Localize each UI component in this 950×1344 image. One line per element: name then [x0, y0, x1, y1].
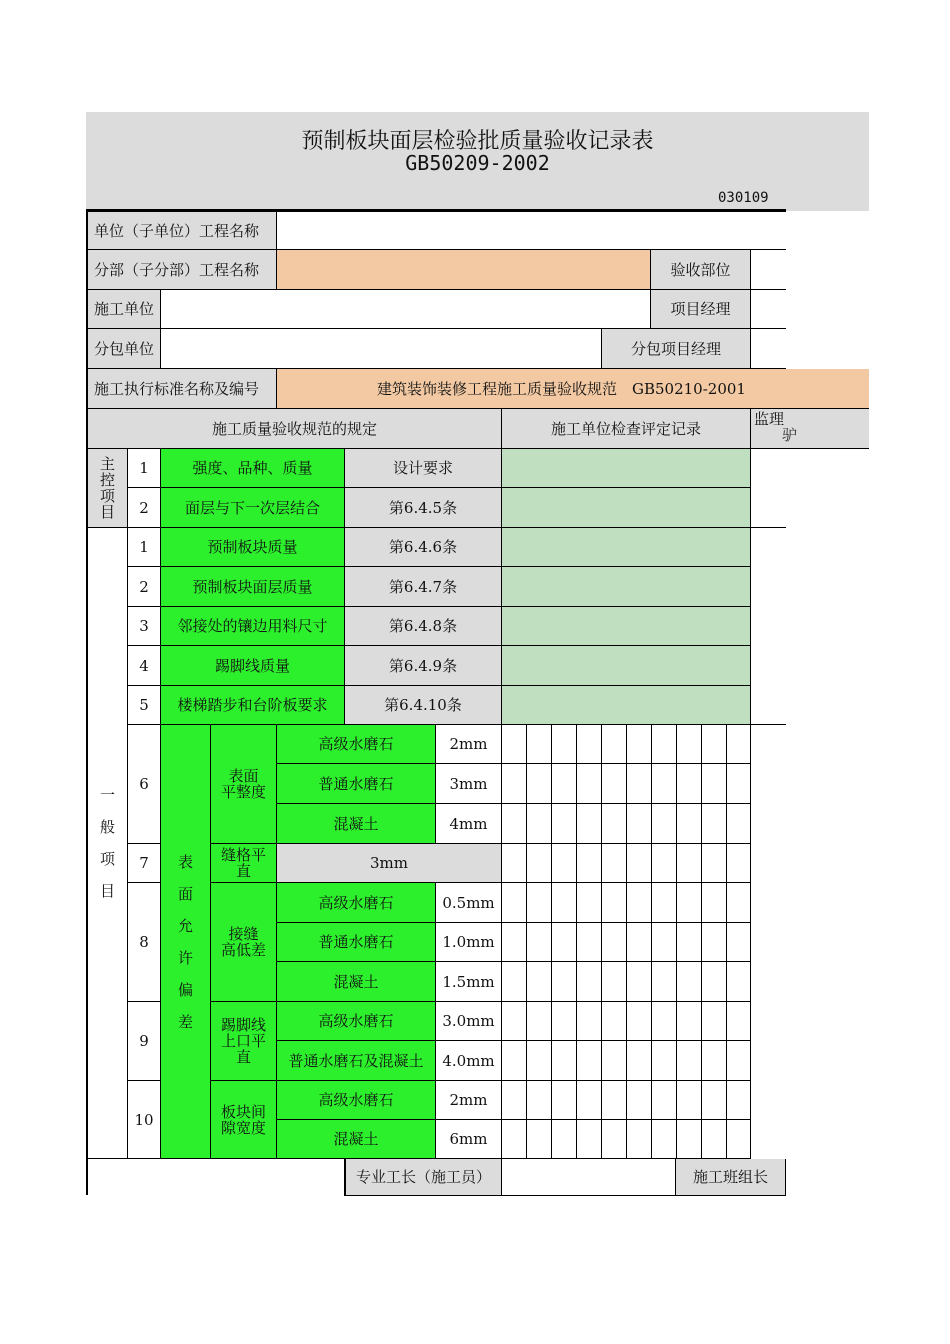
item-requirement: 第6.4.5条 [345, 488, 502, 528]
sub-project-label: 分部（子分部）工程名称 [88, 250, 277, 290]
measurement-cell[interactable] [677, 725, 702, 764]
measurement-cell[interactable] [552, 962, 577, 1002]
measurement-cell[interactable] [652, 883, 677, 923]
measurement-cell[interactable] [627, 844, 652, 883]
measurement-cell[interactable] [727, 844, 751, 883]
item-requirement: 第6.4.9条 [345, 646, 502, 686]
tolerance-value: 3mm [436, 764, 502, 804]
measurement-cell[interactable] [552, 1120, 577, 1159]
item-name: 预制板块面层质量 [161, 567, 345, 607]
tolerance-value: 4mm [436, 804, 502, 844]
acceptance-part-label: 验收部位 [651, 250, 751, 290]
supervision-header [751, 409, 869, 449]
measurement-cell[interactable] [602, 883, 627, 923]
item-number: 1 [128, 449, 161, 488]
measurement-cell[interactable] [577, 764, 602, 804]
measurement-cell[interactable] [502, 923, 527, 962]
measurement-cell[interactable] [677, 804, 702, 844]
measurement-cell[interactable] [552, 883, 577, 923]
measurement-cell[interactable] [677, 1081, 702, 1120]
measurement-cell[interactable] [502, 764, 527, 804]
footer-blank [88, 1159, 345, 1196]
form-code: 030109 [718, 190, 769, 206]
tolerance-value: 2mm [436, 725, 502, 764]
measurement-cell[interactable] [652, 923, 677, 962]
measurement-cell[interactable] [552, 1002, 577, 1041]
measurement-cell[interactable] [552, 1041, 577, 1081]
measurement-cell[interactable] [627, 1081, 652, 1120]
subcontractor-value[interactable] [161, 329, 602, 369]
measurement-cell[interactable] [627, 725, 652, 764]
check-record-cell[interactable] [502, 567, 751, 607]
subcontractor-label: 分包单位 [88, 329, 161, 369]
measurement-cell[interactable] [677, 923, 702, 962]
measurement-cell[interactable] [527, 962, 552, 1002]
check-record-cell[interactable] [502, 449, 751, 488]
measurement-cell[interactable] [552, 923, 577, 962]
tolerance-value: 6mm [436, 1120, 502, 1159]
measurement-cell[interactable] [502, 883, 527, 923]
measurement-cell[interactable] [652, 1081, 677, 1120]
item-name: 邻接处的镶边用料尺寸 [161, 607, 345, 646]
measurement-cell[interactable] [602, 844, 627, 883]
unit-project-label: 单位（子单位）工程名称 [88, 212, 277, 250]
item-name: 预制板块质量 [161, 528, 345, 567]
measurement-cell[interactable] [577, 1081, 602, 1120]
measurement-cell[interactable] [502, 962, 527, 1002]
tolerance-item-name: 表面 平整度 [211, 725, 277, 844]
measurement-cell[interactable] [652, 1002, 677, 1041]
measurement-cell[interactable] [652, 804, 677, 844]
item-number: 2 [128, 488, 161, 528]
measurement-cell[interactable] [602, 1041, 627, 1081]
measurement-cell[interactable] [502, 1041, 527, 1081]
measurement-cell[interactable] [702, 804, 727, 844]
measurement-cell[interactable] [527, 1081, 552, 1120]
measurement-cell[interactable] [502, 1081, 527, 1120]
measurement-cell[interactable] [727, 725, 751, 764]
measurement-cell[interactable] [702, 923, 727, 962]
check-record-cell[interactable] [502, 488, 751, 528]
standard-value: 建筑装饰装修工程施工质量验收规范 GB50210-2001 [277, 369, 869, 409]
team-leader-label: 施工班组长 [676, 1159, 786, 1196]
measurement-cell[interactable] [727, 764, 751, 804]
measurement-cell[interactable] [727, 1120, 751, 1159]
measurement-cell[interactable] [627, 764, 652, 804]
measurement-cell[interactable] [527, 725, 552, 764]
foreman-signature[interactable] [502, 1159, 676, 1196]
sub-project-manager-value[interactable] [751, 329, 786, 369]
measurement-cell[interactable] [727, 1041, 751, 1081]
project-manager-value[interactable] [751, 290, 786, 329]
measurement-cell[interactable] [727, 962, 751, 1002]
measurement-cell[interactable] [702, 962, 727, 1002]
measurement-cell[interactable] [677, 1002, 702, 1041]
construction-unit-label: 施工单位 [88, 290, 161, 329]
general-group-label: 一 般 项 目 [88, 528, 128, 1159]
acceptance-part-value[interactable] [751, 250, 786, 290]
measurement-cell[interactable] [502, 1120, 527, 1159]
check-record-cell[interactable] [502, 646, 751, 686]
measurement-cell[interactable] [727, 923, 751, 962]
measurement-cell[interactable] [702, 725, 727, 764]
measurement-cell[interactable] [552, 804, 577, 844]
measurement-cell[interactable] [577, 1120, 602, 1159]
measurement-cell[interactable] [527, 1002, 552, 1041]
measurement-cell[interactable] [652, 844, 677, 883]
measurement-cell[interactable] [652, 962, 677, 1002]
unit-project-value[interactable] [277, 212, 786, 250]
item-number: 2 [128, 567, 161, 607]
measurement-cell[interactable] [677, 1041, 702, 1081]
measurement-cell[interactable] [502, 804, 527, 844]
item-number: 1 [128, 528, 161, 567]
item-number: 9 [128, 1002, 161, 1081]
measurement-cell[interactable] [727, 883, 751, 923]
measurement-cell[interactable] [577, 923, 602, 962]
tolerance-value: 0.5mm [436, 883, 502, 923]
measurement-cell[interactable] [727, 1081, 751, 1120]
material-label: 普通水磨石 [277, 923, 436, 962]
tolerance-group-label: 表 面 允 许 偏 差 [161, 725, 211, 1159]
construction-unit-value[interactable] [161, 290, 651, 329]
measurement-cell[interactable] [527, 804, 552, 844]
main-control-group-label: 主 控 项 目 [88, 449, 128, 528]
item-requirement: 第6.4.10条 [345, 686, 502, 725]
measurement-cell[interactable] [677, 962, 702, 1002]
item-requirement: 设计要求 [345, 449, 502, 488]
measurement-cell[interactable] [577, 844, 602, 883]
standard-label: 施工执行标准名称及编号 [88, 369, 277, 409]
item-requirement: 第6.4.8条 [345, 607, 502, 646]
measurement-cell[interactable] [702, 1081, 727, 1120]
measurement-cell[interactable] [527, 923, 552, 962]
measurement-cell[interactable] [727, 804, 751, 844]
measurement-cell[interactable] [677, 764, 702, 804]
tolerance-item-name: 踢脚线 上口平 直 [211, 1002, 277, 1081]
item-name: 楼梯踏步和台阶板要求 [161, 686, 345, 725]
item-number: 3 [128, 607, 161, 646]
measurement-cell[interactable] [652, 725, 677, 764]
standard-number: GB50209-2002 [405, 151, 550, 175]
measurement-cell[interactable] [602, 962, 627, 1002]
measurement-cell[interactable] [552, 725, 577, 764]
check-record-cell[interactable] [502, 528, 751, 567]
tolerance-value: 2mm [436, 1081, 502, 1120]
measurement-cell[interactable] [702, 883, 727, 923]
measurement-cell[interactable] [577, 962, 602, 1002]
measurement-cell[interactable] [602, 1081, 627, 1120]
measurement-cell[interactable] [527, 844, 552, 883]
page-title: 预制板块面层检验批质量验收记录表 [301, 129, 654, 154]
measurement-cell[interactable] [502, 844, 527, 883]
item-name: 踢脚线质量 [161, 646, 345, 686]
foreman-label: 专业工长（施工员） [345, 1159, 502, 1196]
tolerance-value: 3mm [277, 844, 502, 883]
tolerance-value: 3.0mm [436, 1002, 502, 1041]
material-label: 普通水磨石 [277, 764, 436, 804]
item-name: 面层与下一次层结合 [161, 488, 345, 528]
measurement-cell[interactable] [702, 844, 727, 883]
material-label: 高级水磨石 [277, 1081, 436, 1120]
item-number: 5 [128, 686, 161, 725]
sub-project-manager-label: 分包项目经理 [602, 329, 751, 369]
sub-project-value[interactable] [277, 250, 651, 290]
measurement-cell[interactable] [702, 764, 727, 804]
measurement-cell[interactable] [552, 764, 577, 804]
material-label: 混凝土 [277, 962, 436, 1002]
material-label: 混凝土 [277, 804, 436, 844]
measurement-cell[interactable] [602, 725, 627, 764]
material-label: 高级水磨石 [277, 883, 436, 923]
measurement-cell[interactable] [652, 764, 677, 804]
measurement-cell[interactable] [652, 1041, 677, 1081]
measurement-cell[interactable] [502, 725, 527, 764]
measurement-cell[interactable] [702, 1120, 727, 1159]
material-label: 高级水磨石 [277, 725, 436, 764]
measurement-cell[interactable] [552, 844, 577, 883]
item-number: 6 [128, 725, 161, 844]
measurement-cell[interactable] [527, 1041, 552, 1081]
supervision-header-line2: 驴 [782, 426, 798, 444]
tolerance-value: 1.5mm [436, 962, 502, 1002]
measurement-cell[interactable] [627, 962, 652, 1002]
measurement-cell[interactable] [502, 1002, 527, 1041]
measurement-cell[interactable] [602, 764, 627, 804]
tolerance-value: 4.0mm [436, 1041, 502, 1081]
item-number: 10 [128, 1081, 161, 1159]
measurement-cell[interactable] [577, 1041, 602, 1081]
supervision-cell[interactable] [751, 528, 786, 725]
measurement-cell[interactable] [677, 1120, 702, 1159]
measurement-cell[interactable] [602, 1120, 627, 1159]
measurement-cell[interactable] [577, 883, 602, 923]
material-label: 混凝土 [277, 1120, 436, 1159]
tolerance-item-name: 缝格平 直 [211, 844, 277, 883]
check-record-cell[interactable] [502, 607, 751, 646]
check-record-header: 施工单位检查评定记录 [502, 409, 751, 449]
measurement-cell[interactable] [577, 804, 602, 844]
check-record-cell[interactable] [502, 686, 751, 725]
measurement-cell[interactable] [627, 883, 652, 923]
tolerance-item-name: 接缝 高低差 [211, 883, 277, 1002]
measurement-cell[interactable] [677, 844, 702, 883]
measurement-cell[interactable] [552, 1081, 577, 1120]
measurement-cell[interactable] [652, 1120, 677, 1159]
item-requirement: 第6.4.6条 [345, 528, 502, 567]
item-name: 强度、品种、质量 [161, 449, 345, 488]
measurement-cell[interactable] [602, 1002, 627, 1041]
material-label: 普通水磨石及混凝土 [277, 1041, 436, 1081]
project-manager-label: 项目经理 [651, 290, 751, 329]
spec-header: 施工质量验收规范的规定 [88, 409, 502, 449]
tolerance-item-name: 板块间 隙宽度 [211, 1081, 277, 1159]
tolerance-value: 1.0mm [436, 923, 502, 962]
measurement-cell[interactable] [602, 923, 627, 962]
measurement-cell[interactable] [577, 725, 602, 764]
measurement-cell[interactable] [627, 923, 652, 962]
measurement-cell[interactable] [527, 1120, 552, 1159]
measurement-cell[interactable] [627, 1120, 652, 1159]
measurement-cell[interactable] [602, 804, 627, 844]
measurement-cell[interactable] [527, 883, 552, 923]
item-number: 4 [128, 646, 161, 686]
measurement-cell[interactable] [702, 1002, 727, 1041]
measurement-cell[interactable] [677, 883, 702, 923]
item-requirement: 第6.4.7条 [345, 567, 502, 607]
material-label: 高级水磨石 [277, 1002, 436, 1041]
measurement-cell[interactable] [627, 804, 652, 844]
supervision-cell[interactable] [751, 449, 786, 528]
supervision-header-line1: 监理 [754, 410, 785, 428]
item-number: 7 [128, 844, 161, 883]
measurement-cell[interactable] [627, 1002, 652, 1041]
measurement-cell[interactable] [727, 1002, 751, 1041]
item-number: 8 [128, 883, 161, 1002]
measurement-cell[interactable] [527, 764, 552, 804]
measurement-cell[interactable] [627, 1041, 652, 1081]
measurement-cell[interactable] [577, 1002, 602, 1041]
measurement-cell[interactable] [702, 1041, 727, 1081]
